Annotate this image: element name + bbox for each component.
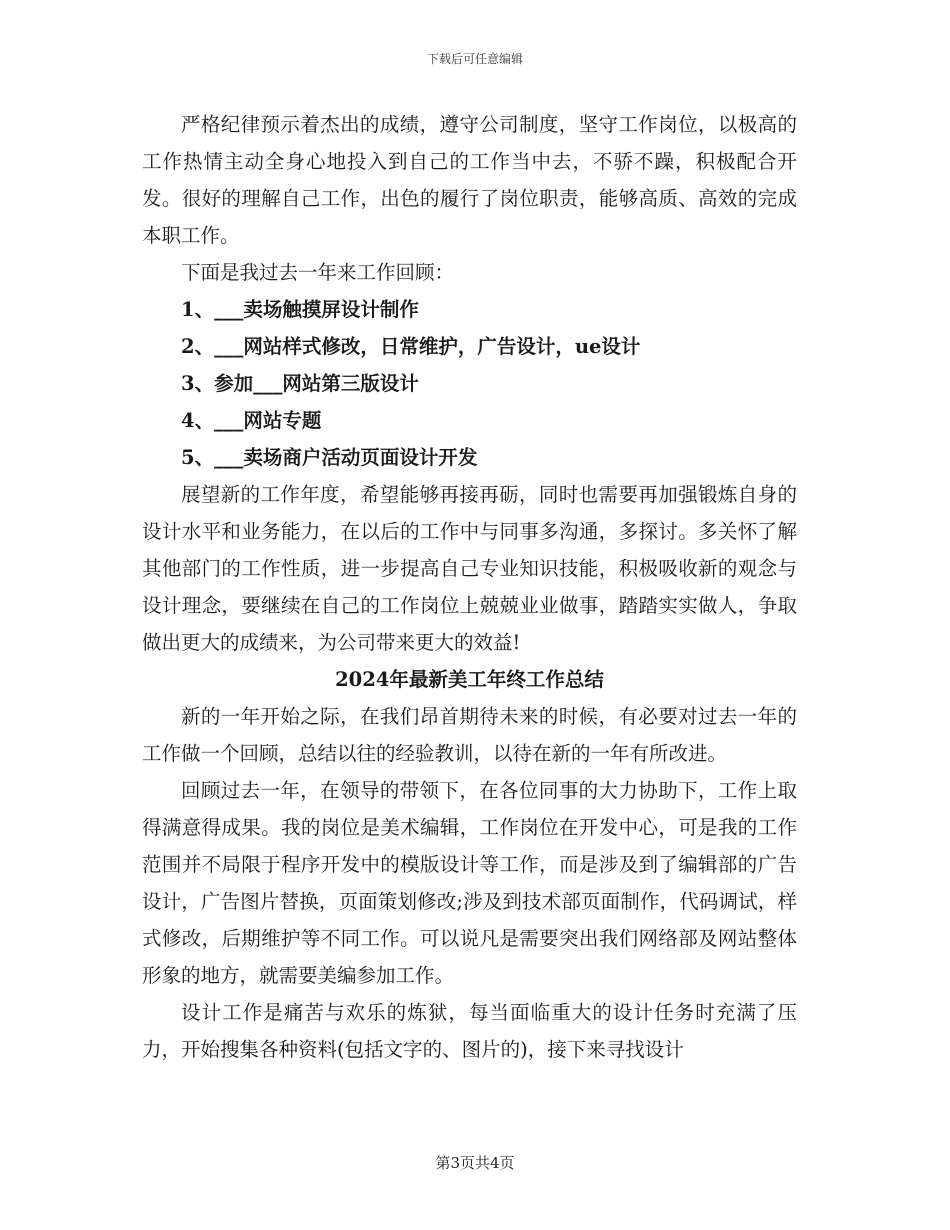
summary-paragraph-1: 新的一年开始之际，在我们昂首期待未来的时候，有必要对过去一年的工作做一个回顾，总结以往的经验教训，以待在新的一年有所改进。: [142, 705, 797, 765]
review-intro-paragraph: 下面是我过去一年来工作回顾：: [181, 261, 455, 284]
section-title: 2024年最新美工年终工作总结: [335, 668, 604, 691]
page-header: 下载后可任意编辑: [426, 52, 523, 66]
review-list-item: 3、参加___网站第三版设计: [181, 372, 419, 395]
review-list-item: 1、___卖场触摸屏设计制作: [181, 298, 419, 321]
document-body: [142, 106, 797, 1068]
review-list-item: 2、___网站样式修改，日常维护，广告设计，ue设计: [181, 335, 641, 358]
review-list-item: 4、___网站专题: [181, 409, 322, 432]
review-list-item: 5、___卖场商户活动页面设计开发: [181, 446, 478, 469]
summary-paragraph-2: 回顾过去一年，在领导的带领下，在各位同事的大力协助下，工作上取得满意得成果。我的岗位是美术编辑，工作岗位在开发中心，可是我的工作范围并不局限于程序开发中的模版设计等工作，而是涉及到了编辑部的广告设计，广告图片替换，页面策划修改;涉及到技术部页面制作，代码调试，样式修改，后期维护等不同工作。可以说凡是需要突出我们网络部及网站整体形象的地方，就需要美编参加工作。: [142, 779, 797, 987]
page-number: 第3页共4页: [435, 1154, 515, 1172]
intro-paragraph: 严格纪律预示着杰出的成绩，遵守公司制度，坚守工作岗位，以极高的工作热情主动全身心地投入到自己的工作当中去，不骄不躁，积极配合开发。很好的理解自己工作，出色的履行了岗位职责，能够高质、高效的完成本职工作。: [142, 113, 797, 247]
outlook-paragraph: 展望新的工作年度，希望能够再接再砺，同时也需要再加强锻炼自身的设计水平和业务能力，在以后的工作中与同事多沟通，多探讨。多关怀了解其他部门的工作性质，进一步提高自己专业知识技能，积极吸收新的观念与设计理念，要继续在自己的工作岗位上兢兢业业做事，踏踏实实做人，争取做出更大的成绩来，为公司带来更大的效益!: [142, 483, 797, 654]
summary-paragraph-3: 设计工作是痛苦与欢乐的炼狱，每当面临重大的设计任务时充满了压力，开始搜集各种资料(包括文字的、图片的)，接下来寻找设计: [142, 1001, 797, 1061]
